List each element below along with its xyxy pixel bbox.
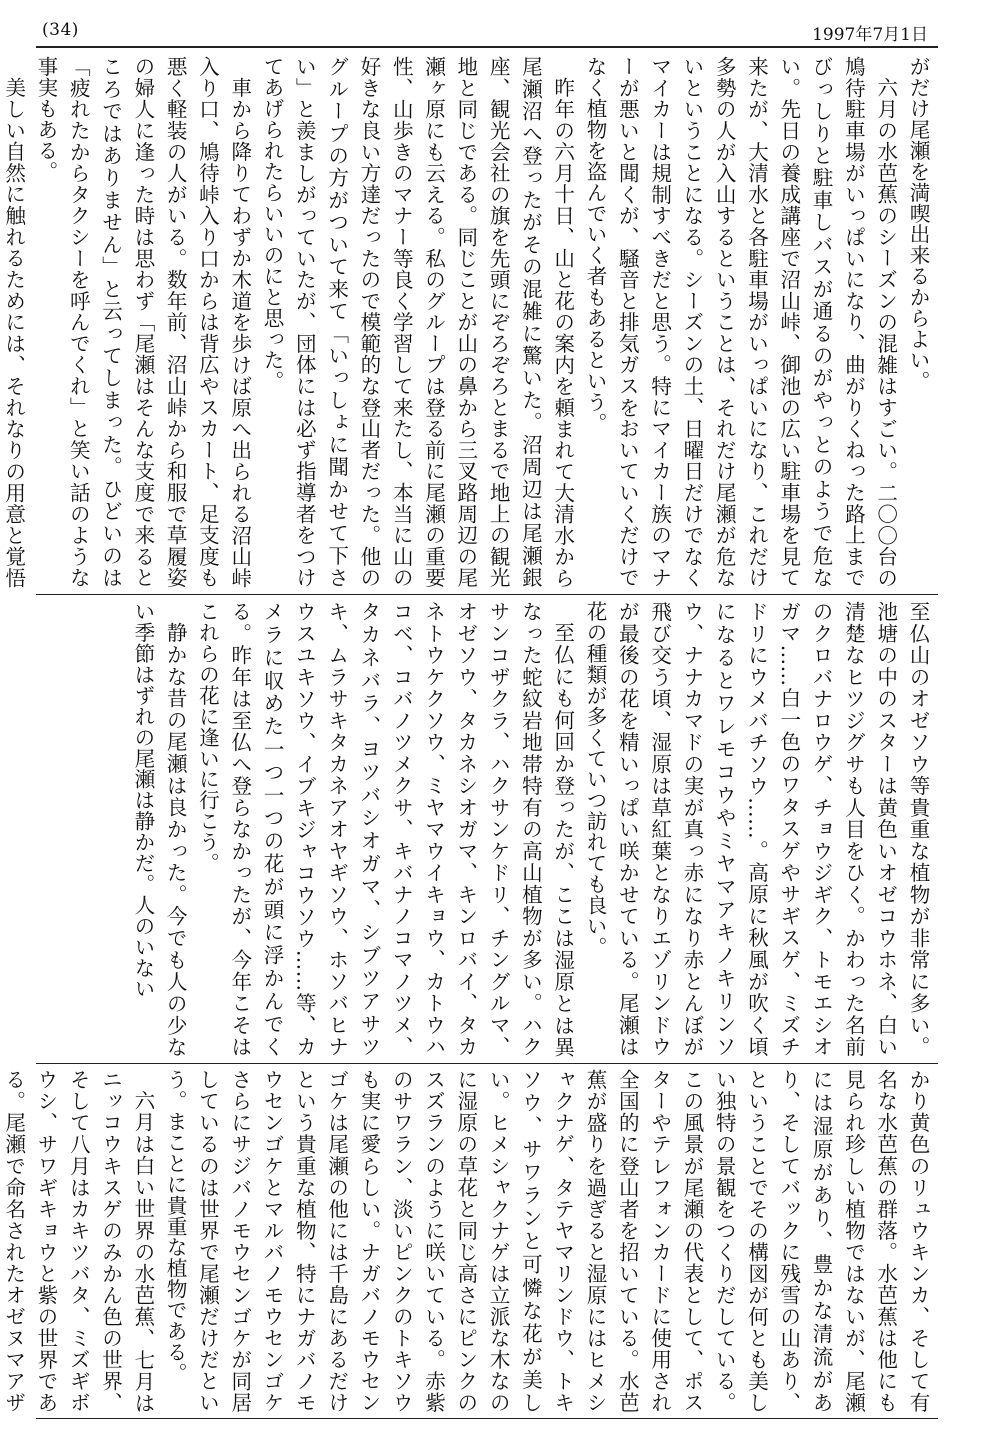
paragraph: 六月の水芭蕉のシーズンの混雑はすごい。二〇〇台の鳩待駐車場がいっぱいになり、曲がりくねった路上までびっしりと駐車しバスが通るのがやっとのようで危ない。先日の養成講座で沼山峠、御池の広い駐車場を見て来たが、大清水と各駐車場がいっぱいになり、これだけ多勢の人が入山するということは、それだけ尾瀬が危ないということになる。シーズンの土、日曜日だけでなくマイカーは規制すべきだと思う。特にマイカー族のマナーが悪いと聞くが、騒音と排気ガスをおいていくだけでなく植物を盗んでいく者もあるという。 <box>583 56 898 588</box>
issue-date: 1997年7月1日 <box>812 25 928 45</box>
footer-rule <box>36 1418 938 1419</box>
paragraph: 至仏山のオゼソウ等貴重な植物が非常に多い。池塘の中のスターは黄色いオゼコウホネ、白い清楚なヒツジグサも人目をひく。かわった名前のクロバナロウゲ、チョウジギク、トモエシオガマ……白一色のワタスゲやサギスゲ、ミズチドリにウメバチソウ……。高原に秋風が吹く頃になるとワレモコウやミヤマアキノキリンソウ、ナナカマドの実が真っ赤になり赤とんぼが飛び交う頃、湿原は草紅葉となりエゾリンドウが最後の花を精いっぱい咲かせている。尾瀬は花の種類が多くていつ訪れても良い。 <box>583 601 930 1057</box>
paragraph: 静かな昔の尾瀬は良かった。今でも人の少ない季節はずれの尾瀬は静かだ。人のいない <box>130 601 188 1057</box>
text-tier-top <box>1 56 934 588</box>
paragraph: 六月は白い世界の水芭蕉、七月はニッコウキスゲのみかん色の世界、そして八月はカキツバタ、ミズギボウシ、サワギキョウと紫の世界である。尾瀬で命名されたオゼヌマアザ <box>1 1069 155 1413</box>
paragraph: がだけ尾瀬を満喫出来るからよい。 <box>906 56 930 392</box>
page-header <box>42 14 928 46</box>
paragraph: 美しい自然に触れるためには、それなりの用意と覚悟 <box>1 76 26 588</box>
paragraph: 昨年の六月十日、山と花の案内を頼まれて大清水から尾瀬沼へ登ったがその混雑に驚いた。沼周辺は尾瀬銀座、観光会社の旗を先頭にぞろぞろとまるで地上の観光地と同じである。同じことが山の鼻から三叉路周辺の尾瀬ヶ原にも云える。私のグループは登る前に尾瀬の重要性、山歩きのマナー等良く学習して来たし、本当に山の好きな良い方達だったので模範的な登山者だった。他のグループの方がついて来て「いっしょに聞かせて下さい」と羨ましがっていたが、団体には必ず指導者をつけてあげられたらいいのにと思った。 <box>260 56 575 588</box>
page-number: (34) <box>42 20 79 40</box>
paragraph: かり黄色のリュウキンカ、そして有名な水芭蕉の群落。水芭蕉は他にも見られ珍しい植物ではないが、尾瀬には湿原があり、豊かな清流があり、そしてバックに残雪の山あり、ということでその構図が何とも美しい独特の景観をつくりだしている。この風景が尾瀬の代表として、ポスターやテレフォンカードに使用され全国的に登山者を招いている。水芭蕉が盛りを過ぎると湿原にはヒメシャクナゲ、タテヤマリンドウ、トキソウ、サワランと可憐な花が美しい。ヒメシャクナゲは立派な木なのに湿原の草花と同じ高さにピンクのスズランのように咲いている。赤紫のサワラン、淡いピンクのトキソウも実に愛らしい。ナガバノモウセンゴケは尾瀬の他には千島にあるだけという貴重な植物、特にナガバノモウセンゴケとマルバノモウセンゴケさらにサジバノモウセンゴケが同居しているのは世界で尾瀬だけだという。まことに貴重な植物である。 <box>163 1069 930 1413</box>
text-tier-middle <box>38 601 934 1057</box>
paragraph: 至仏にも何回か登ったが、ここは湿原とは異なった蛇紋岩地帯特有の高山植物が多い。ハクサンコザクラ、ハクサンケドリ、チングルマ、オゼソウ、タカネシオガマ、キンロバイ、タカネトウケクソウ、ミヤマウイキョウ、カトウハコベ、コバノツメクサ、キバナノコマノツメ、タカネバラ、ヨツバシオガマ、シブツアサツキ、ムラサキタカネアオヤギソウ、ホソバヒナウスユキソウ、イブキジャコウソウ……等、カメラに収めた一つ一つの花が頭に浮かんでくる。昨年は至仏へ登らなかったが、今年こそはこれらの花に逢いに行こう。 <box>195 601 575 1057</box>
text-tier-bottom <box>1 1069 934 1413</box>
tier-divider <box>36 1063 938 1064</box>
paragraph: 車から降りてわずか木道を歩けば原へ出られる沼山峠入り口、鳩待峠入り口からは背広やスカート、足支度も悪く軽装の人がいる。数年前、沼山峠から和服で草履姿の婦人に逢った時は思わず「尾瀬はそんな支度で来るところではありません」と云ってしまった。ひどいのは「疲れたからタクシーを呼んでくれ」と笑い話のような事実もある。 <box>33 56 252 588</box>
tier-divider <box>36 594 938 595</box>
header-rule <box>36 46 938 48</box>
